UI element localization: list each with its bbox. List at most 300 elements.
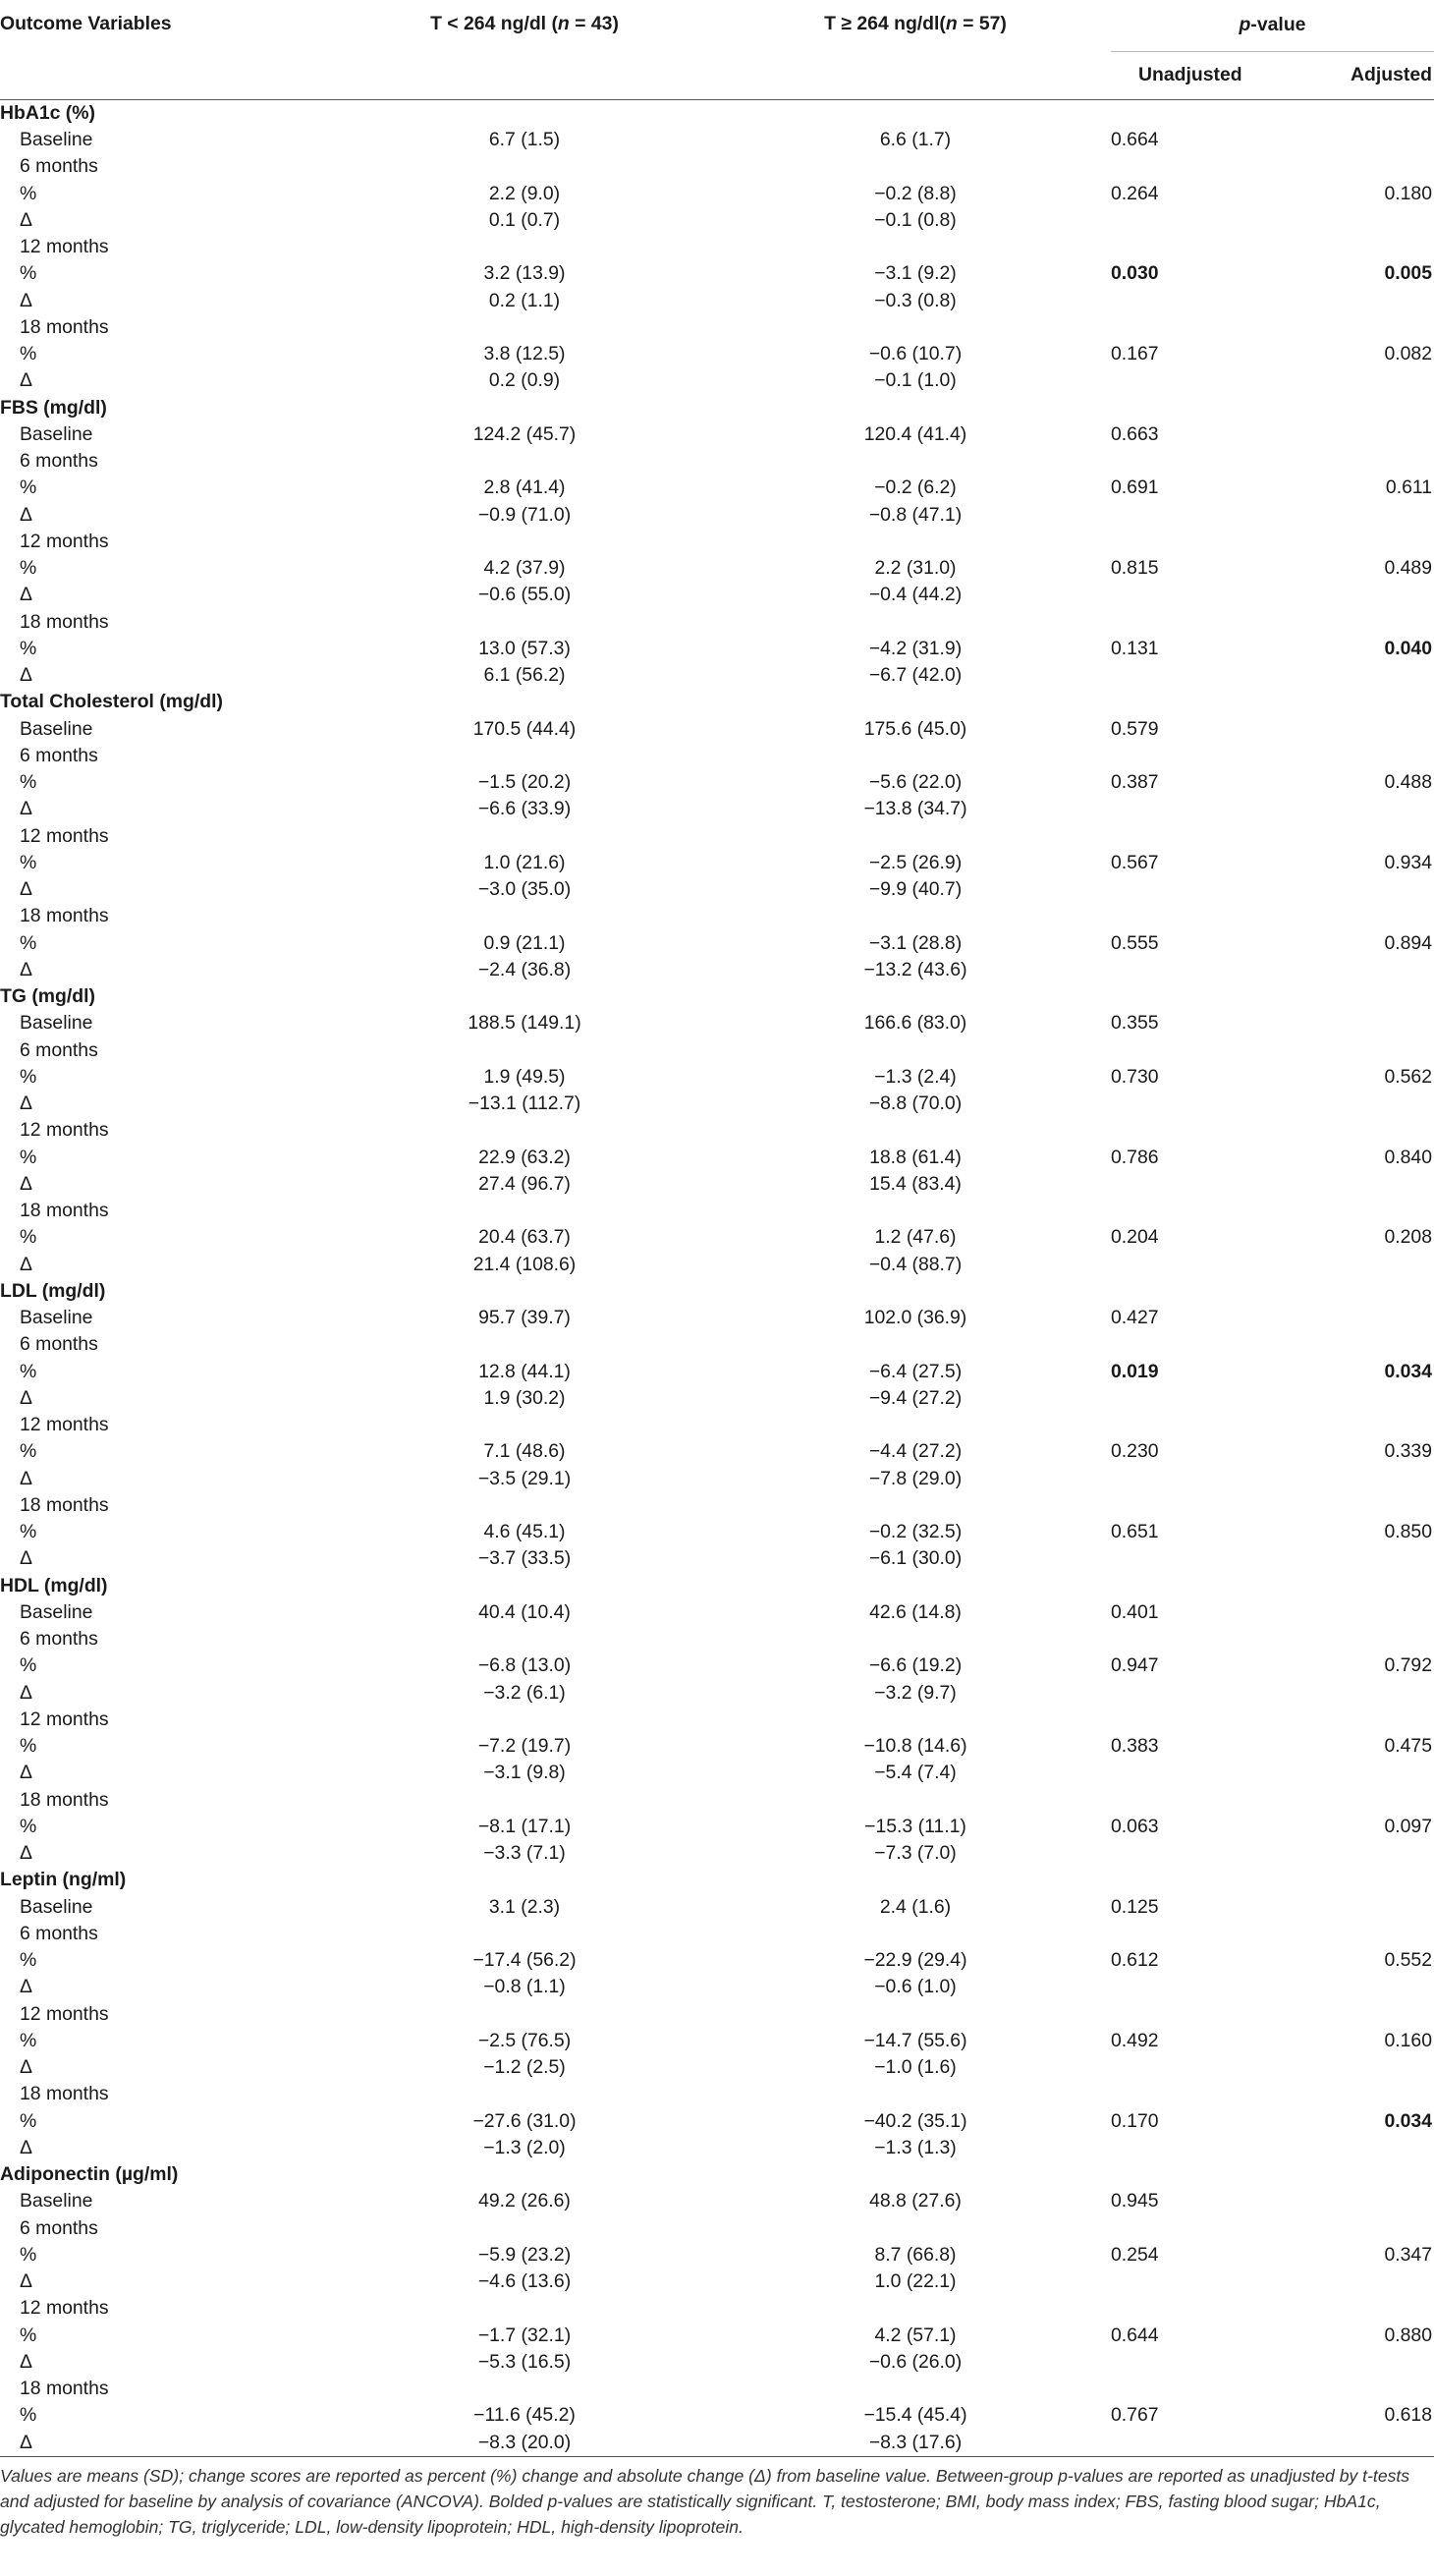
timepoint-label: 6 months	[20, 744, 98, 766]
row-label: Baseline	[20, 717, 93, 740]
cell-p-adjusted	[1326, 904, 1434, 930]
cell-high-t: −14.7 (55.6)	[863, 2029, 967, 2051]
cell-low-t: −4.6 (13.6)	[477, 2270, 572, 2293]
cell-p-adjusted	[1326, 1118, 1434, 1145]
cell-p-adjusted	[1326, 448, 1434, 475]
cell-high-t	[720, 1037, 1111, 1064]
cell-low-t: −8.3 (20.0)	[477, 2431, 572, 2453]
cell-high-t	[720, 234, 1111, 260]
cell-p-unadjusted	[1111, 1573, 1326, 1599]
cell-high-t: −3.1 (9.2)	[874, 262, 957, 285]
cell-p-unadjusted	[1111, 1680, 1326, 1707]
cell-p-unadjusted: 0.786	[1111, 1146, 1159, 1168]
cell-high-t	[720, 1278, 1111, 1305]
cell-p-adjusted: 0.618	[1384, 2404, 1432, 2427]
timepoint-label: 12 months	[20, 1414, 109, 1436]
table-timepoint-row	[0, 1787, 1434, 1814]
header-group-high-t-n: n	[945, 13, 958, 34]
cell-high-t: −7.3 (7.0)	[874, 1842, 957, 1865]
cell-low-t	[329, 2376, 720, 2402]
table-timepoint-row	[0, 234, 1434, 260]
row-label: %	[20, 637, 37, 659]
table-timepoint-row	[0, 1198, 1434, 1224]
cell-p-adjusted	[1326, 395, 1434, 421]
cell-p-unadjusted: 0.125	[1111, 1895, 1159, 1918]
cell-low-t: 0.2 (1.1)	[488, 289, 561, 311]
cell-low-t: 0.2 (0.9)	[488, 369, 561, 392]
row-label: Δ	[20, 2350, 32, 2373]
cell-high-t: 18.8 (61.4)	[869, 1146, 962, 1168]
cell-high-t: −7.8 (29.0)	[868, 1467, 963, 1489]
cell-p-unadjusted: 0.555	[1111, 931, 1159, 954]
table-timepoint-row	[0, 1412, 1434, 1438]
cell-p-adjusted	[1326, 743, 1434, 769]
cell-p-adjusted	[1326, 288, 1434, 314]
cell-high-t: −6.7 (42.0)	[868, 664, 963, 687]
cell-p-adjusted	[1326, 2268, 1434, 2295]
cell-p-adjusted	[1326, 1466, 1434, 1492]
cell-high-t: 8.7 (66.8)	[874, 2243, 957, 2266]
cell-p-adjusted	[1326, 100, 1434, 128]
table-timepoint-row	[0, 314, 1434, 341]
timepoint-label: 6 months	[20, 1333, 98, 1356]
cell-p-unadjusted	[1111, 2001, 1326, 2028]
cell-high-t: −15.4 (45.4)	[863, 2404, 967, 2427]
cell-p-unadjusted	[1111, 662, 1326, 689]
cell-p-adjusted	[1326, 314, 1434, 341]
timepoint-label: 12 months	[20, 236, 109, 258]
cell-high-t	[720, 2215, 1111, 2242]
header-p-value-suffix: -value	[1250, 14, 1306, 36]
row-label: Baseline	[20, 1600, 93, 1623]
cell-low-t	[329, 2296, 720, 2323]
timepoint-label: 18 months	[20, 610, 109, 633]
timepoint-label: 12 months	[20, 824, 109, 847]
row-label: %	[20, 1815, 37, 1837]
cell-p-unadjusted: 0.730	[1111, 1065, 1159, 1088]
cell-p-unadjusted	[1111, 502, 1326, 529]
cell-low-t	[329, 1921, 720, 1947]
table-timepoint-row	[0, 2296, 1434, 2323]
cell-p-unadjusted: 0.567	[1111, 851, 1159, 873]
cell-high-t: −0.4 (88.7)	[868, 1253, 963, 1275]
row-label: Δ	[20, 1547, 32, 1570]
table-timepoint-row	[0, 1626, 1434, 1652]
cell-p-adjusted	[1326, 2001, 1434, 2028]
cell-p-unadjusted: 0.030	[1111, 262, 1159, 285]
cell-low-t: 1.9 (30.2)	[483, 1386, 566, 1409]
cell-p-adjusted	[1326, 876, 1434, 903]
cell-low-t: 40.4 (10.4)	[478, 1600, 571, 1623]
row-label: Δ	[20, 1681, 32, 1704]
cell-p-adjusted	[1326, 127, 1434, 153]
cell-p-unadjusted	[1111, 983, 1326, 1010]
cell-low-t: −1.3 (2.0)	[483, 2136, 566, 2158]
cell-low-t: −5.9 (23.2)	[477, 2243, 572, 2266]
table-row	[0, 1975, 1434, 2001]
cell-p-unadjusted: 0.815	[1111, 557, 1159, 580]
header-p-value-p: p	[1239, 14, 1251, 36]
cell-p-adjusted	[1326, 662, 1434, 689]
cell-high-t	[720, 1626, 1111, 1652]
cell-p-adjusted	[1326, 1546, 1434, 1573]
cell-p-adjusted	[1326, 2376, 1434, 2402]
row-label: %	[20, 851, 37, 873]
table-row	[0, 1519, 1434, 1545]
cell-p-adjusted	[1326, 1626, 1434, 1652]
cell-high-t: −0.3 (0.8)	[874, 289, 957, 311]
cell-p-unadjusted: 0.492	[1111, 2029, 1159, 2051]
table-row	[0, 769, 1434, 796]
table-row	[0, 555, 1434, 582]
cell-low-t	[329, 1198, 720, 1224]
cell-high-t: 1.2 (47.6)	[874, 1226, 957, 1249]
cell-p-adjusted: 0.840	[1384, 1146, 1432, 1168]
timepoint-label: 12 months	[20, 1119, 109, 1142]
table-section-row	[0, 1278, 1434, 1305]
section-label: Adiponectin (µg/ml)	[0, 2163, 179, 2186]
row-label: %	[20, 931, 37, 954]
cell-p-unadjusted	[1111, 904, 1326, 930]
cell-p-unadjusted	[1111, 314, 1326, 341]
table-row	[0, 341, 1434, 367]
section-label: TG (mg/dl)	[0, 985, 95, 1008]
timepoint-label: 6 months	[20, 1628, 98, 1651]
table-row	[0, 2028, 1434, 2054]
cell-low-t: 0.9 (21.1)	[483, 931, 566, 954]
header-group-low-t-prefix: T < 264 ng/dl (	[430, 13, 558, 34]
cell-p-adjusted	[1326, 1573, 1434, 1599]
cell-high-t	[720, 983, 1111, 1010]
cell-low-t: 27.4 (96.7)	[478, 1172, 571, 1195]
row-label: Δ	[20, 584, 32, 606]
cell-low-t	[329, 1332, 720, 1359]
row-label: %	[20, 2404, 37, 2427]
cell-high-t: −9.4 (27.2)	[868, 1386, 963, 1409]
table-timepoint-row	[0, 1492, 1434, 1519]
row-label: Baseline	[20, 1895, 93, 1918]
cell-p-unadjusted	[1111, 1278, 1326, 1305]
cell-p-unadjusted	[1111, 1868, 1326, 1894]
cell-high-t	[720, 1412, 1111, 1438]
cell-p-adjusted	[1326, 502, 1434, 529]
cell-p-unadjusted	[1111, 957, 1326, 983]
timepoint-label: 18 months	[20, 2378, 109, 2400]
table-section-row	[0, 1573, 1434, 1599]
cell-high-t: −40.2 (35.1)	[863, 2109, 967, 2132]
row-label: %	[20, 1654, 37, 1677]
cell-high-t: 175.6 (45.0)	[863, 717, 967, 740]
row-label: Δ	[20, 1172, 32, 1195]
cell-p-unadjusted	[1111, 288, 1326, 314]
row-label: Δ	[20, 1092, 32, 1115]
table-row	[0, 2189, 1434, 2215]
cell-high-t: 2.2 (31.0)	[874, 557, 957, 580]
cell-p-adjusted: 0.562	[1384, 1065, 1432, 1088]
cell-low-t: 1.9 (49.5)	[483, 1065, 566, 1088]
table-section-row	[0, 1868, 1434, 1894]
table-timepoint-row	[0, 2215, 1434, 2242]
cell-low-t: 12.8 (44.1)	[478, 1360, 571, 1382]
table-row	[0, 1145, 1434, 1171]
cell-high-t: −0.6 (26.0)	[868, 2350, 963, 2373]
section-label: Leptin (ng/ml)	[0, 1869, 127, 1891]
cell-p-adjusted	[1326, 690, 1434, 716]
cell-p-adjusted	[1326, 1332, 1434, 1359]
cell-p-adjusted: 0.489	[1384, 557, 1432, 580]
cell-low-t	[329, 609, 720, 636]
cell-p-unadjusted	[1111, 2296, 1326, 2323]
table-timepoint-row	[0, 823, 1434, 850]
table-row	[0, 1011, 1434, 1037]
cell-p-unadjusted: 0.579	[1111, 717, 1159, 740]
cell-high-t: −22.9 (29.4)	[863, 1949, 967, 1972]
cell-low-t	[329, 395, 720, 421]
table-row	[0, 1840, 1434, 1867]
cell-p-adjusted	[1326, 583, 1434, 609]
row-label: Baseline	[20, 1307, 93, 1329]
section-label: FBS (mg/dl)	[0, 396, 107, 419]
row-label: %	[20, 343, 37, 365]
timepoint-label: 12 months	[20, 530, 109, 552]
cell-low-t	[329, 234, 720, 260]
cell-p-adjusted: 0.339	[1384, 1440, 1432, 1463]
table-section-row	[0, 395, 1434, 421]
cell-p-adjusted	[1326, 1707, 1434, 1733]
header-row-1	[0, 0, 1434, 52]
table-row	[0, 2242, 1434, 2268]
cell-low-t: −1.5 (20.2)	[477, 771, 572, 794]
cell-high-t: −1.0 (1.6)	[874, 2056, 957, 2079]
cell-p-unadjusted	[1111, 1975, 1326, 2001]
cell-high-t: −0.1 (0.8)	[874, 208, 957, 231]
table-row	[0, 1761, 1434, 1787]
row-label: Δ	[20, 798, 32, 820]
cell-low-t	[329, 1412, 720, 1438]
row-label: %	[20, 1360, 37, 1382]
cell-p-adjusted: 0.850	[1384, 1521, 1432, 1543]
row-label: Δ	[20, 878, 32, 901]
row-label: Δ	[20, 2056, 32, 2079]
cell-p-unadjusted: 0.427	[1111, 1307, 1159, 1329]
cell-p-adjusted	[1326, 2054, 1434, 2081]
cell-low-t	[329, 448, 720, 475]
cell-low-t: −3.7 (33.5)	[477, 1547, 572, 1570]
cell-p-unadjusted	[1111, 2430, 1326, 2456]
cell-low-t: 124.2 (45.7)	[472, 422, 577, 445]
cell-high-t	[720, 314, 1111, 341]
cell-p-adjusted	[1326, 1492, 1434, 1519]
cell-high-t: −1.3 (2.4)	[874, 1065, 957, 1088]
cell-low-t: −17.4 (56.2)	[472, 1949, 577, 1972]
cell-high-t: −8.8 (70.0)	[868, 1092, 963, 1115]
cell-p-unadjusted	[1111, 2215, 1326, 2242]
cell-high-t: −0.2 (8.8)	[874, 182, 957, 204]
table-row	[0, 1385, 1434, 1412]
cell-p-unadjusted	[1111, 100, 1326, 128]
cell-p-unadjusted: 0.401	[1111, 1600, 1159, 1623]
cell-high-t: −0.2 (32.5)	[868, 1521, 963, 1543]
row-label: Δ	[20, 503, 32, 526]
cell-p-unadjusted: 0.691	[1111, 476, 1159, 499]
cell-high-t	[720, 448, 1111, 475]
cell-p-adjusted: 0.792	[1384, 1654, 1432, 1677]
cell-low-t: −0.8 (1.1)	[483, 1976, 566, 1998]
table-section-row	[0, 690, 1434, 716]
table-row	[0, 850, 1434, 876]
cell-high-t: −8.3 (17.6)	[868, 2431, 963, 2453]
cell-p-adjusted	[1326, 1761, 1434, 1787]
cell-p-adjusted	[1326, 716, 1434, 743]
table-timepoint-row	[0, 529, 1434, 555]
cell-p-adjusted: 0.552	[1384, 1949, 1432, 1972]
cell-p-adjusted	[1326, 1680, 1434, 1707]
cell-p-unadjusted	[1111, 448, 1326, 475]
cell-p-adjusted	[1326, 2296, 1434, 2323]
table-row	[0, 1546, 1434, 1573]
cell-high-t: −3.2 (9.7)	[874, 1681, 957, 1704]
timepoint-label: 18 months	[20, 1788, 109, 1811]
cell-low-t: 49.2 (26.6)	[478, 2190, 571, 2212]
cell-p-unadjusted: 0.264	[1111, 182, 1159, 204]
cell-low-t	[329, 743, 720, 769]
cell-p-unadjusted	[1111, 1412, 1326, 1438]
cell-high-t: −0.1 (1.0)	[874, 369, 957, 392]
row-label: Δ	[20, 369, 32, 392]
table-row	[0, 181, 1434, 207]
cell-low-t: 2.8 (41.4)	[483, 476, 566, 499]
cell-p-unadjusted: 0.945	[1111, 2190, 1159, 2212]
cell-p-adjusted: 0.034	[1384, 2109, 1432, 2132]
cell-high-t: −6.6 (19.2)	[868, 1654, 963, 1677]
table-row	[0, 2403, 1434, 2430]
table-row	[0, 930, 1434, 957]
cell-low-t: 0.1 (0.7)	[488, 208, 561, 231]
cell-low-t	[329, 2082, 720, 2108]
timepoint-label: 18 months	[20, 1493, 109, 1516]
cell-low-t: 6.1 (56.2)	[483, 664, 566, 687]
table-row	[0, 421, 1434, 448]
row-label: %	[20, 2109, 37, 2132]
table-row	[0, 1225, 1434, 1252]
section-label: HDL (mg/dl)	[0, 1574, 108, 1596]
cell-high-t: −0.6 (1.0)	[874, 1976, 957, 1998]
cell-low-t	[329, 1626, 720, 1652]
cell-low-t	[329, 1118, 720, 1145]
cell-p-adjusted	[1326, 234, 1434, 260]
table-body	[0, 100, 1434, 2457]
row-label: %	[20, 771, 37, 794]
cell-low-t: −0.6 (55.0)	[477, 584, 572, 606]
table-row	[0, 1653, 1434, 1680]
row-label: %	[20, 1226, 37, 1249]
cell-p-adjusted	[1326, 1011, 1434, 1037]
cell-p-unadjusted	[1111, 1761, 1326, 1787]
cell-low-t: 7.1 (48.6)	[483, 1440, 566, 1463]
cell-low-t: −2.5 (76.5)	[477, 2029, 572, 2051]
table-row	[0, 2268, 1434, 2295]
cell-high-t: 15.4 (83.4)	[869, 1172, 962, 1195]
cell-high-t: 2.4 (1.6)	[879, 1895, 952, 1918]
row-label: Δ	[20, 2431, 32, 2453]
cell-p-adjusted: 0.034	[1384, 1360, 1432, 1382]
cell-high-t: −15.3 (11.1)	[864, 1815, 966, 1837]
cell-p-adjusted: 0.160	[1384, 2029, 1432, 2051]
cell-high-t: 6.6 (1.7)	[879, 129, 952, 151]
table-row	[0, 1894, 1434, 1921]
cell-low-t	[329, 1707, 720, 1733]
cell-p-adjusted: 0.097	[1384, 1815, 1432, 1837]
cell-high-t	[720, 1868, 1111, 1894]
cell-p-unadjusted	[1111, 583, 1326, 609]
cell-high-t: −6.1 (30.0)	[868, 1547, 963, 1570]
cell-p-adjusted	[1326, 1840, 1434, 1867]
table-row	[0, 502, 1434, 529]
cell-high-t: −5.4 (7.4)	[874, 1762, 957, 1784]
table-section-row	[0, 2161, 1434, 2188]
cell-high-t	[720, 2001, 1111, 2028]
cell-p-unadjusted: 0.170	[1111, 2109, 1159, 2132]
cell-low-t: 3.2 (13.9)	[483, 262, 566, 285]
row-label: Δ	[20, 2270, 32, 2293]
cell-high-t	[720, 690, 1111, 716]
cell-p-adjusted: 0.208	[1384, 1226, 1432, 1249]
header-p-value	[1111, 0, 1434, 52]
cell-p-unadjusted	[1111, 876, 1326, 903]
cell-high-t	[720, 1707, 1111, 1733]
cell-p-unadjusted: 0.254	[1111, 2243, 1159, 2266]
cell-high-t: −6.4 (27.5)	[868, 1360, 963, 1382]
cell-low-t	[329, 983, 720, 1010]
header-group-low-t	[329, 0, 720, 100]
cell-high-t: 102.0 (36.9)	[863, 1307, 967, 1329]
cell-high-t	[720, 2161, 1111, 2188]
cell-high-t: −0.6 (10.7)	[868, 343, 963, 365]
cell-low-t	[329, 2161, 720, 2188]
cell-p-unadjusted	[1111, 2082, 1326, 2108]
row-label: %	[20, 476, 37, 499]
cell-low-t: −1.2 (2.5)	[483, 2056, 566, 2079]
cell-p-unadjusted: 0.063	[1111, 1815, 1159, 1837]
cell-low-t: 3.1 (2.3)	[488, 1895, 561, 1918]
cell-p-unadjusted	[1111, 2161, 1326, 2188]
cell-p-unadjusted	[1111, 1707, 1326, 1733]
cell-low-t	[329, 1492, 720, 1519]
row-label: Δ	[20, 2136, 32, 2158]
cell-p-adjusted	[1326, 1091, 1434, 1117]
cell-p-adjusted: 0.894	[1384, 931, 1432, 954]
cell-high-t: −1.3 (1.3)	[874, 2136, 957, 2158]
table-row	[0, 2108, 1434, 2135]
cell-p-unadjusted	[1111, 1921, 1326, 1947]
cell-p-adjusted	[1326, 1198, 1434, 1224]
cell-low-t: 95.7 (39.7)	[478, 1307, 571, 1329]
cell-high-t	[720, 529, 1111, 555]
cell-high-t	[720, 1492, 1111, 1519]
cell-low-t	[329, 2001, 720, 2028]
cell-p-unadjusted	[1111, 2268, 1326, 2295]
cell-p-unadjusted	[1111, 609, 1326, 636]
cell-high-t: 42.6 (14.8)	[869, 1600, 962, 1623]
table-row	[0, 288, 1434, 314]
cell-low-t: −27.6 (31.0)	[472, 2109, 577, 2132]
cell-high-t	[720, 2376, 1111, 2402]
cell-low-t: −3.5 (29.1)	[477, 1467, 572, 1489]
row-label: Δ	[20, 1467, 32, 1489]
row-label: Δ	[20, 289, 32, 311]
cell-low-t	[329, 1278, 720, 1305]
cell-p-unadjusted: 0.355	[1111, 1012, 1159, 1035]
